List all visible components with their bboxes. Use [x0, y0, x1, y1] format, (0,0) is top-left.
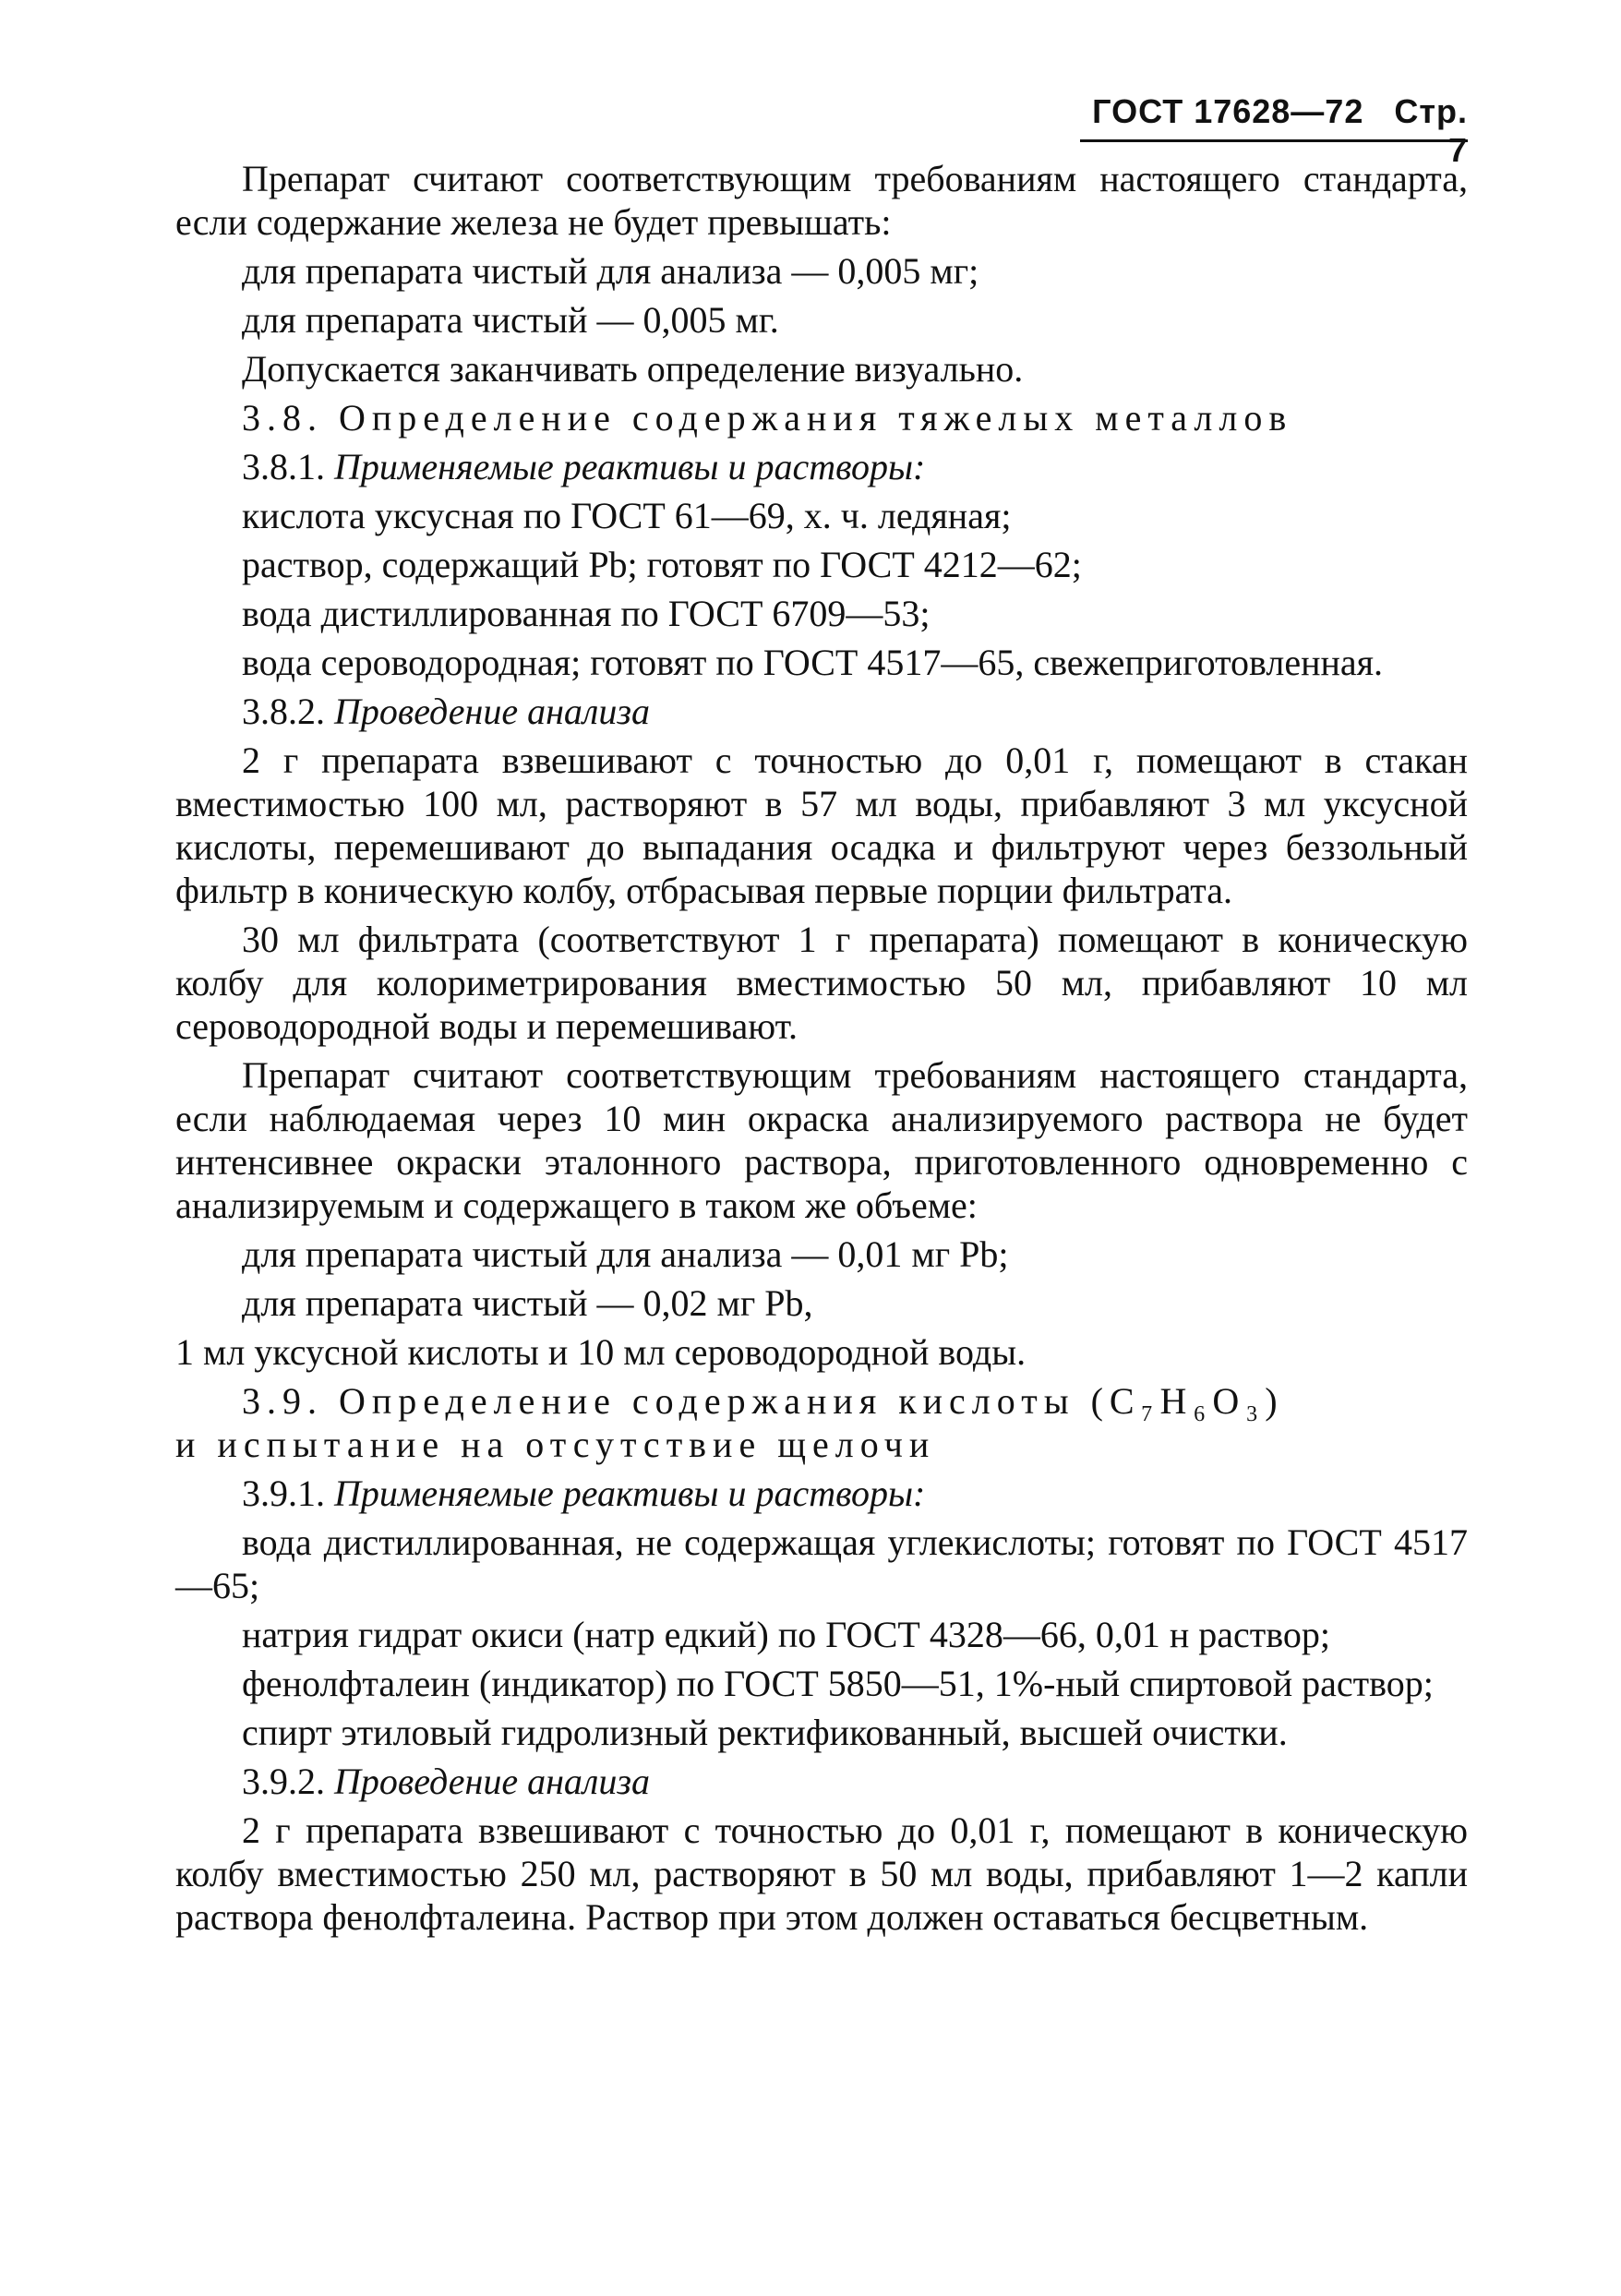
subsection-title: Применяемые реактивы и растворы: [334, 446, 926, 487]
subsection-title: Проведение анализа [334, 1761, 650, 1802]
list-item: 1 мл уксусной кислоты и 10 мл сероводородной воды. [175, 1331, 1027, 1373]
paragraph: 2 г препарата взвешивают с точностью до 0,01 г, помещают в коническую колбу вместимостью 250 мл, растворяют в 50 мл воды, прибавляют 1—2 капли раствора фенолфталеина. Раствор при этом должен оставаться бесцветным. [175, 1809, 1468, 1938]
subsection-heading-3-9-2 [175, 1760, 1468, 1803]
subsection-heading-3-8-2 [175, 690, 1468, 733]
paragraph: Препарат считают соответствующим требованиям настоящего стандарта, если наблюдаемая через 10 мин окраска анализируемого раствора не будет интенсивнее окраски эталонного раствора, приготовленного одновременно с анализируемым и содержащего в таком же объеме: [175, 1054, 1468, 1226]
subsection-title: Проведение анализа [334, 691, 650, 732]
list-item: спирт этиловый гидролизный ректификованный, высшей очистки. [242, 1712, 1288, 1753]
section-heading-3-9 [175, 1379, 1468, 1466]
paragraph: Допускается заканчивать определение визуально. [242, 348, 1024, 390]
subsection-number: 3.8.1. [242, 446, 325, 487]
list-item: натрия гидрат окиси (натр едкий) по ГОСТ 4328—66, 0,01 н раствор; [242, 1614, 1330, 1655]
subsection-heading-3-8-1 [175, 445, 1468, 488]
list-item: для препарата чистый — 0,005 мг. [242, 299, 779, 341]
subsection-number: 3.9.1. [242, 1473, 325, 1514]
paragraph: 30 мл фильтрата (соответствуют 1 г препарата) помещают в коническую колбу для колориметрирования вместимостью 50 мл, прибавляют 10 мл сероводородной воды и перемешивают. [175, 919, 1468, 1047]
paragraph: Препарат считают соответствующим требованиям настоящего стандарта, если содержание железа не будет превышать: [175, 158, 1468, 243]
list-item: фенолфталеин (индикатор) по ГОСТ 5850—51, 1%-ный спиртовой раствор; [242, 1663, 1434, 1704]
subsection-number: 3.8.2. [242, 691, 325, 732]
list-item: для препарата чистый — 0,02 мг Pb, [242, 1282, 813, 1324]
heading-line: 3.9. Определение содержания кислоты (C₇H₆O₃) [242, 1380, 1284, 1422]
list-item: для препарата чистый для анализа — 0,005 мг; [242, 250, 979, 292]
subsection-heading-3-9-1 [175, 1472, 1468, 1515]
document-body [175, 157, 1468, 1944]
page-number: Стр. 7 [1394, 92, 1468, 169]
header-rule [1080, 139, 1468, 142]
section-heading-3-8: 3.8. Определение содержания тяжелых металлов [242, 397, 1293, 439]
list-item: кислота уксусная по ГОСТ 61—69, х. ч. ледяная; [242, 495, 1012, 536]
subsection-title: Применяемые реактивы и растворы: [334, 1473, 926, 1514]
list-item: для препарата чистый для анализа — 0,01 мг Pb; [242, 1233, 1009, 1275]
subsection-number: 3.9.2. [242, 1761, 325, 1802]
paragraph: 2 г препарата взвешивают с точностью до 0,01 г, помещают в стакан вместимостью 100 мл, растворяют в 57 мл воды, прибавляют 3 мл уксусной кислоты, перемешивают до выпадания осадка и фильтруют через беззольный фильтр в коническую колбу, отбрасывая первые порции фильтрата. [175, 739, 1468, 911]
gost-number: ГОСТ 17628—72 [1092, 92, 1364, 130]
list-item: раствор, содержащий Pb; готовят по ГОСТ 4212—62; [242, 544, 1082, 585]
list-item: вода дистиллированная по ГОСТ 6709—53; [242, 593, 931, 634]
list-item: вода сероводородная; готовят по ГОСТ 4517—65, свежеприготовленная. [242, 642, 1384, 683]
heading-line: и испытание на отсутствие щелочи [175, 1424, 936, 1465]
list-item: вода дистиллированная, не содержащая углекислоты; готовят по ГОСТ 4517—65; [175, 1521, 1468, 1606]
